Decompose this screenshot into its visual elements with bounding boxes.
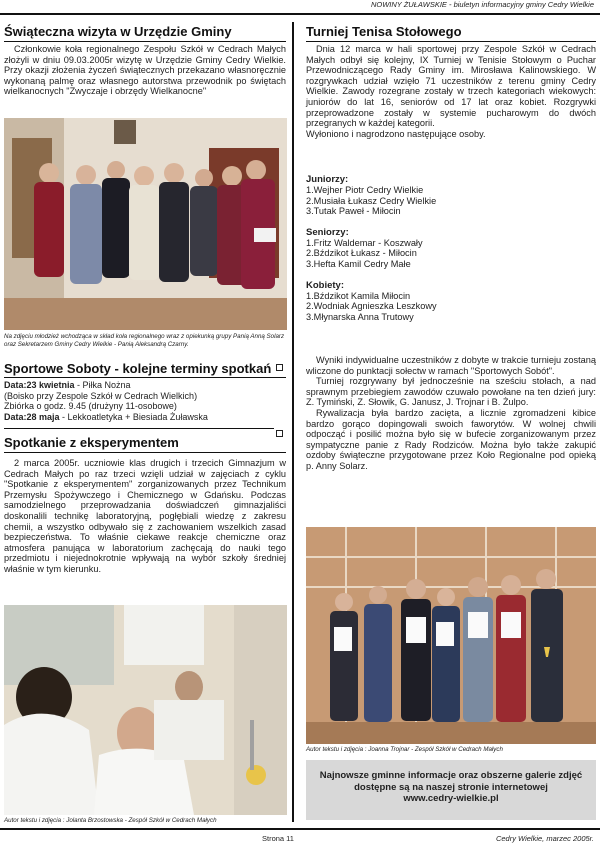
list-item: 1.Wejher Piotr Cedry Wielkie [306,185,424,195]
category-title-juniors: Juniorzy: [306,174,349,185]
sports-line-3: Zbiórka o godz. 9.45 (drużyny 11-osobowe) [4,401,177,411]
tennis-results [306,168,596,322]
tennis-body-4: Turniej rozgrywany był jednocześnie na sześciu stołach, a nad sprawnym przebiegiem zawodów czuwało powołane na ten dzień jury: Z. Tymiński, Z. Słowik, G. Janusz, J. Trojnar i B. Żulpo. [306,376,596,408]
list-item: 2.Wodniak Agnieszka Leszkowy [306,301,437,312]
category-title-women: Kobiety: [306,279,344,291]
experiment-body: 2 marca 2005r. uczniowie klas drugich i trzecich Gimnazjum w Cedrach Małych po raz trzeci wzięli udział w zajęciach z cyklu "Spotkanie z eksperymentem" zorganizowanych przez Technikum Przemysłu Spożywczego i Chemicznego w Gdańsku. Podczas samodzielnego przeprowadzania doświadczeń gimnazjaliści doskonalili technikę laboratoryjną, pogłębiali wiedzę z zakresu chemii, a wszystko odbywało się z zachowaniem wszelkich zasad bezpieczeństwa. To właśnie ciekawe reakcje chemiczne oraz atmosfera panująca w laboratorium zachęcają do nauki tego przedmiotu i niejednokrotnie wpływają na wybór szkoły średniej właśnie w tym kierunku. [4,458,286,574]
visit-photo [4,118,287,330]
tennis-caption: Autor tekstu i zdjęcia : Joanna Trojnar - Zespół Szkół w Cedrach Małych [306,746,503,753]
lab-photo-illustration [4,605,287,815]
section-box-icon [276,364,283,371]
column-divider [292,22,294,822]
list-item: 2.Musiała Łukasz Cedry Wielkie [306,195,437,206]
category-list-juniors [306,185,596,217]
section-box-icon-2 [276,430,283,437]
sports-line-2: (Boisko przy Zespole Szkół w Cedrach Wielkich) [4,390,198,401]
tennis-group-photo-illustration [306,527,596,744]
experiment-body-block [4,458,286,575]
tennis-body-2: Wyłoniono i nagrodzono następujące osoby. [306,128,486,139]
bulletin-header [0,0,600,14]
tennis-title: Turniej Tenisa Stołowego [306,24,462,39]
visit-title-rule [4,41,286,42]
promo-line-2: dostępne są na naszej stronie internetowej [354,781,548,793]
list-item: 3.Hefta Kamil Cedry Małe [306,258,411,269]
tennis-photo [306,527,596,744]
tennis-outro-block [306,355,596,472]
tennis-body-3: Wyniki indywidualne uczestników z dobyte w trakcie turnieju zostaną wliczone do punktacji sołectw w ramach "Sportowych Sobót". [306,355,596,376]
tennis-title-rule [306,41,596,42]
sports-event-1: - Piłka Nożna [74,380,131,390]
header-text: NOWINY ŻUŁAWSKIE - biuletyn informacyjny gminy Cedry Wielkie [370,0,594,9]
visit-body: Członkowie koła regionalnego Zespołu Szkół w Cedrach Małych złożyli w dniu 09.03.2005r wizytę w Urzędzie Gminy Cedry Wielkie. Przy okazji złożenia życzeń świątecznych przekazano własnoręcznie wykonaną palmę oraz własnego autorstwa przewodnik po świętach wielkanocnych "Zwyczaje i obrzędy Wielkanocne" [4,44,286,97]
experiment-title-rule [4,452,286,453]
experiment-photo [4,605,287,815]
category-list-seniors [306,238,596,270]
sports-date-1: Data:23 kwietnia [4,380,75,390]
promo-line-1: Najnowsze gminne informacje oraz obszerne galerie zdjęć [319,770,583,781]
footer-rule [0,828,600,830]
list-item: 1.Bździkot Kamila Miłocin [306,290,411,301]
issue-date: Cedry Wielkie, marzec 2005r. [495,834,594,843]
visit-photo-caption: Na zdjęciu młodzież wchodząca w skład koła regionalnego wraz z opiekunką grupy Panią Anną Solarz oraz Sekretarzem Gminy Cedry Wielkie - Panią Aleksandrą Czarny. [4,333,285,348]
sports-bottom-rule [4,428,274,429]
tennis-intro-block [306,44,596,139]
sports-line-4 [4,412,286,423]
sports-title: Sportowe Soboty - kolejne terminy spotkań [4,361,272,376]
list-item: 2.Bździkot Łukasz - Miłocin [306,248,417,259]
experiment-caption: Autor tekstu i zdjęcia : Jolanta Brzostowska - Zespół Szkół w Cedrach Małych [4,817,217,824]
visit-title: Świąteczna wizyta w Urzędzie Gminy [4,24,232,39]
list-item: 1.Fritz Waldemar - Koszwały [306,237,423,248]
experiment-title: Spotkanie z eksperymentem [4,435,179,450]
website-promo-box [306,760,596,820]
sports-title-rule [4,377,286,378]
tennis-body: Dnia 12 marca w hali sportowej przy Zespole Szkół w Cedrach Małych odbył się kolejny, IX Turniej w Tenisie Stołowym o Puchar Przewodniczącego Rady Gminy im. Mirosława Kalinowskiego. W rozgrywkach udział wzięło 71 uczestników z terenu gminy Cedry Wielkie. Zawody rozegrane zostały w trzech kategoriach wiekowych: juniorów do lat 16, seniorów od 17 lat oraz kobiet. Rozgrywki przeprowadzone zostały w systemie pucharowym do dwóch przegranych w każdej kategorii. [306,44,596,129]
group-photo-illustration [4,118,287,330]
sports-line-1 [4,380,286,391]
visit-body-block [4,44,286,97]
category-title-seniors: Seniorzy: [306,226,349,238]
list-item: 3.Tutak Paweł - Miłocin [306,206,401,217]
promo-link[interactable]: www.cedry-wielkie.pl [403,793,499,804]
page-number: Strona 11 [262,834,294,843]
sports-date-2: Data:28 maja [4,411,60,422]
sports-event-2: - Lekkoatletyka + Biesiada Żuławska [59,411,208,422]
header-rule [0,13,600,15]
tennis-body-5: Rywalizacja była bardzo zacięta, a licznie zgromadzeni kibice bardzo gorąco dopingowali swoich faworytów. W wolnej chwili odpocząć i posilić można było się w bufecie zorganizowanym przez sympatyczne panie z Rady Rodziców. Można było także zakupić ozdoby świąteczne przygotowane przez Koło Regionalne pod opieką p. Anny Solarz. [306,407,596,471]
list-item: 3.Młynarska Anna Trutowy [306,311,414,322]
category-list-women [306,291,596,323]
sports-body-block [4,380,286,422]
